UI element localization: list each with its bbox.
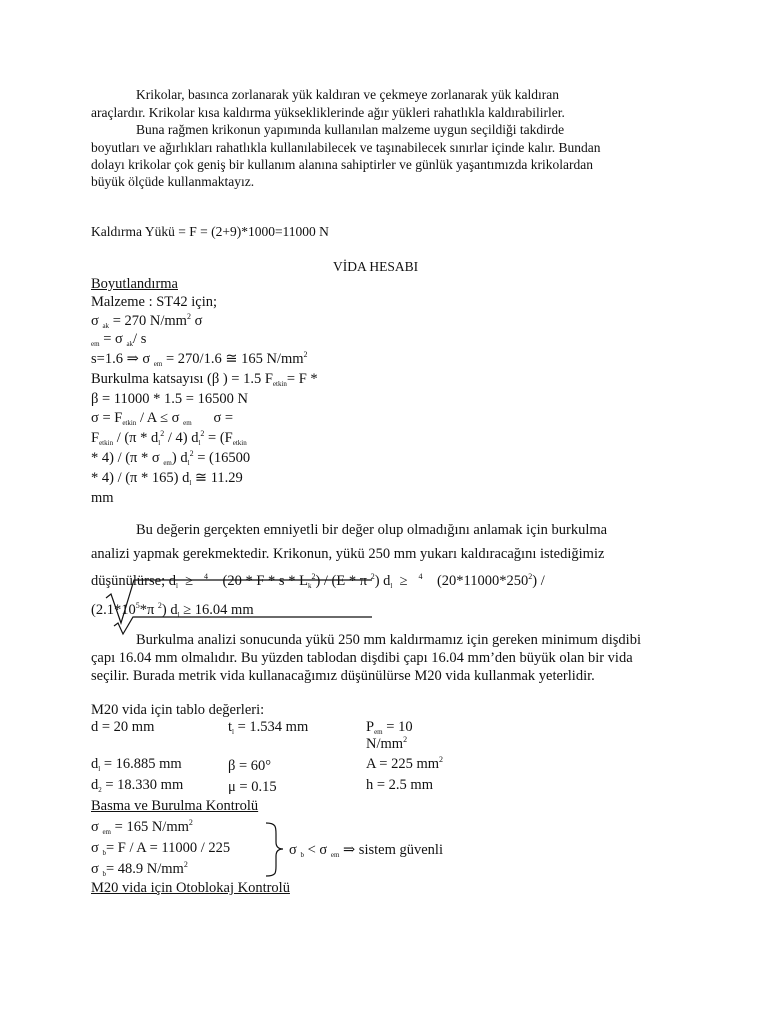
conclusion-line-1: Burkulma analizi sonucunda yükü 250 mm kaldırmamız için gereken minimum dişdibi [136,632,641,648]
buckling-formula-line-2: ($2.1*10^5*\pi$ $^2$) $d_l \ge 16.04$ mm [91,601,254,619]
intro-line-6: büyük ölçüde kullanmaktayız. [91,174,255,189]
table-t1: $t_l = 1.534$ mm [228,719,309,736]
table-h: h = 2.5 mm [366,777,433,793]
check-heading: Basma ve Burulma Kontrolü [91,798,259,814]
intro-line-3: Buna rağmen krikonun yapımında kullanılan malzeme uygun seçildiği takdirde [136,122,565,137]
check-line-3: σ $_b$= 48.9 $N/mm^2$ [91,860,188,878]
table-pem-unit: $N/mm^2$ [366,735,408,752]
conclusion-line-2: çapı 16.04 mm olmalıdır. Bu yüzden tablodan dişdibi çapı 16.04 mm’den büyük olan bir vida [91,650,633,666]
check-result: σ $_b$ < σ $_{em}$ ⇒ sistem güvenli [289,842,443,859]
conclusion-line-3: seçilir. Burada metrik vida kullanacağımız düşünülürse M20 vida kullanmak yeterlidir. [91,668,595,684]
sizing-heading: Boyutlandırma [91,276,178,292]
analysis-line-2: analizi yapmak gerekmektedir. Krikonun, yükü 250 mm yukarı kaldıracağını istediğimiz [91,546,605,562]
table-d: d = 20 mm [91,719,155,735]
table-mu: μ = 0.15 [228,779,277,795]
check-line-1: σ $_{em}$ = 165 $N/mm^2$ [91,818,193,836]
analysis-line-1: Bu değerin gerçekten emniyetli bir değer olup olmadığını anlamak için burkulma [136,522,608,538]
right-brace [266,823,283,876]
table-title: M20 vida için tablo değerleri: [91,702,265,718]
load-line: Kaldırma Yükü = F = (2+9)*1000=11000 N [91,224,329,239]
unit-mm: mm [91,490,114,506]
intro-line-2: araçlardır. Krikolar kısa kaldırma yüksekliklerinde ağır yükleri rahatlıkla kaldırabilirler. [91,105,565,120]
safety-factor-line: s=1.6 ⇒ σ $_{em}$ = 270/1.6 ≅ 165 $N/mm^2$ [91,350,308,368]
stress-line-4: * 4) / (π * 165) $d_l$ ≅ 11.29 [91,470,243,487]
table-pem: $P_{em} = 10$ [366,719,413,736]
sigma-em-line: $_{em}$ = σ $_{ak}$/ s [91,331,147,348]
intro-line-1: Krikolar, basınca zorlanarak yük kaldıran ve çekmeye zorlanarak yük kaldıran [136,87,560,102]
material-line: Malzeme : ST42 için; [91,294,218,310]
intro-line-4: boyutları ve ağırlıkları rahatlıkla kullanılabilecek ve taşınabilecek sınırlar içinde kalır. Bundan [91,140,601,155]
table-d1: $d_l = 16.885$ mm [91,756,182,773]
section-title: VİDA HESABI [333,259,419,274]
stress-line-2: $F_{etkin} / (\pi * d_l^2 / 4) d_l^2 = (F_{etkin}$ [91,429,247,447]
check-line-2: σ $_b$= F / A = 11000 / 225 [91,840,231,857]
stress-line-1: $\sigma = F_{etkin} / A \le \sigma$ $_{em}$ σ = [91,410,234,427]
intro-line-5: dolayı krikolar çok geniş bir kullanım alanına sahiptirler ve günlük yaşantımızda krikolardan [91,157,593,172]
stress-line-3: * 4) / (π * σ $_{em}$) $d_l^2 = (16500$ [91,449,251,467]
buckling-formula-line-1: düşünülürse; $d_l$ ≥ $^4$ (20 * F * s * $L_k^2) / (E$ * π $^2$) $d_l$ ≥ $^4$ $(20*11000*250^2)$ / [91,572,545,590]
sigma-ak-line: σ $_{ak}$ = 270 $N/mm^2$ σ [91,312,203,330]
autoblock-heading: M20 vida için Otoblokaj Kontrolü [91,880,290,896]
beta-line: β = 11000 * 1.5 = 16500 N [91,391,248,407]
table-d2: $d_2 = 18.330$ mm [91,777,184,794]
table-area: A = 225 $mm^2$ [366,755,444,772]
table-beta: β = 60° [228,758,272,774]
buckling-coefficient-line: Burkulma katsayısı (β ) = 1.5 $F_{etkin}= F$ * [91,371,318,388]
